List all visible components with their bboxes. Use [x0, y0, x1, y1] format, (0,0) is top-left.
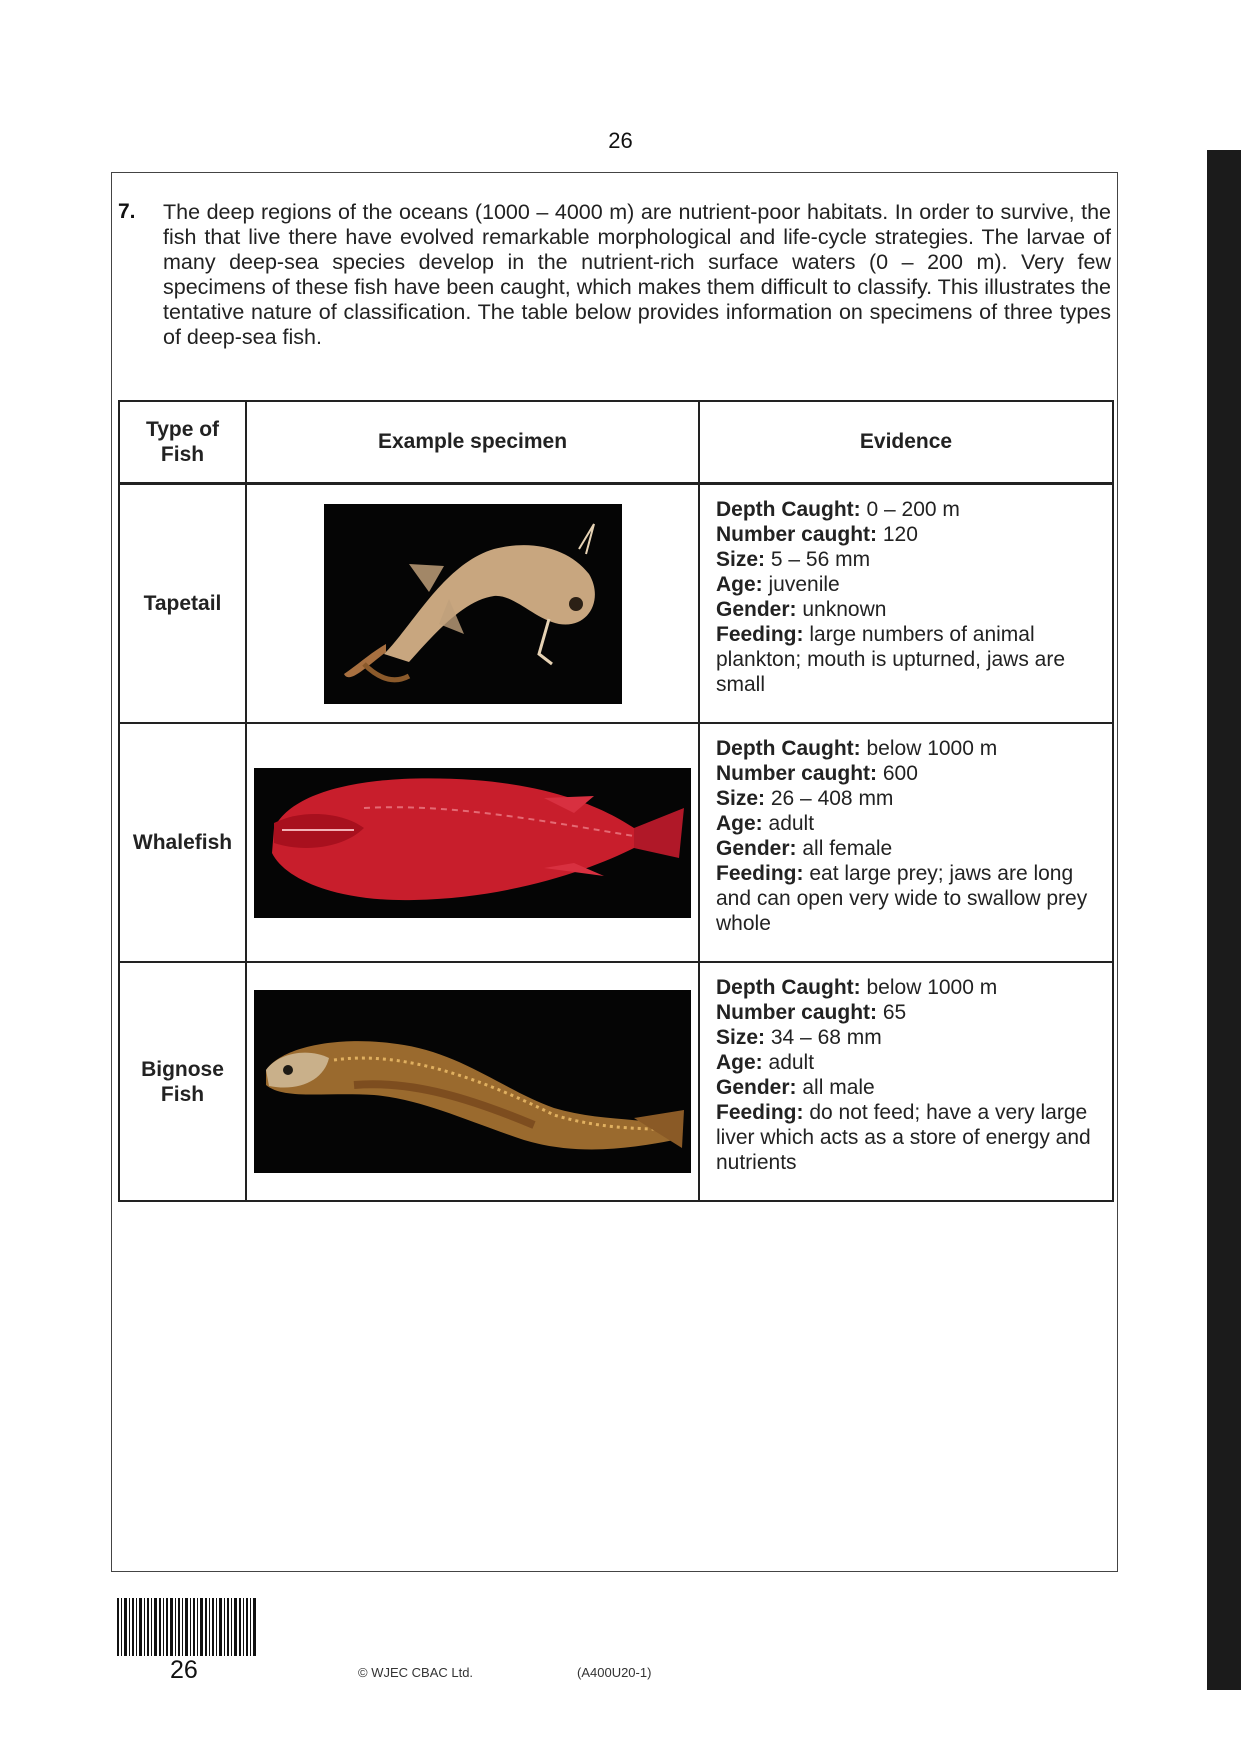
evidence-cell [699, 723, 1113, 962]
evidence-size: Size: 5 – 56 mm [716, 548, 871, 571]
evidence-depth: Depth Caught: 0 – 200 m [716, 498, 960, 521]
evidence-cell [699, 484, 1113, 724]
evidence-age: Age: adult [716, 1051, 815, 1074]
paper-code: (A400U20-1) [577, 1665, 652, 1680]
evidence-depth: Depth Caught: below 1000 m [716, 976, 998, 999]
question-number: 7. [118, 200, 136, 223]
table-row [119, 723, 1113, 962]
evidence-number: Number caught: 65 [716, 1001, 907, 1024]
question-text: The deep regions of the oceans (1000 – 4000 m) are nutrient-poor habitats. In order to survive, the fish that live there have evolved remarkable morphological and life-cycle strategies. The larvae of many deep-sea species develop in the nutrient-rich surface waters (0 – 200 m). Very few specimens of these fish have been caught, which makes them difficult to classify. This illustrates the tentative nature of classification. The table below provides information on specimens of three types of deep-sea fish. [163, 200, 1111, 349]
bignose-photo [254, 990, 691, 1173]
fish-type: Tapetail [119, 484, 246, 724]
evidence-feeding: Feeding: large numbers of animal plankton; mouth is upturned, jaws are small [716, 623, 1066, 696]
evidence-age: Age: adult [716, 812, 815, 835]
tapetail-photo [324, 504, 622, 704]
header-type: Type of Fish [119, 401, 246, 484]
bignose-fish-image [254, 990, 691, 1173]
evidence-gender: Gender: all female [716, 837, 893, 860]
evidence-gender: Gender: all male [716, 1076, 875, 1099]
evidence-feeding: Feeding: do not feed; have a very large liver which acts as a store of energy and nutrients [716, 1101, 1091, 1174]
header-specimen: Example specimen [246, 401, 699, 484]
evidence-age: Age: juvenile [716, 573, 840, 596]
fish-type: Whalefish [119, 723, 246, 962]
fish-table [118, 400, 1114, 1202]
specimen-cell [246, 962, 699, 1201]
evidence-number: Number caught: 120 [716, 523, 918, 546]
page-number: 26 [608, 128, 633, 153]
tapetail-fish-image [324, 504, 622, 704]
evidence-depth: Depth Caught: below 1000 m [716, 737, 998, 760]
margin-bar [1207, 150, 1241, 1690]
header-evidence: Evidence [699, 401, 1113, 484]
table-row [119, 484, 1113, 724]
fish-type: Bignose Fish [119, 962, 246, 1201]
footer-page-number: 26 [170, 1656, 198, 1684]
specimen-cell [246, 723, 699, 962]
table-row [119, 962, 1113, 1201]
copyright: © WJEC CBAC Ltd. [358, 1665, 474, 1680]
barcode [117, 1598, 257, 1656]
table-header-row [119, 401, 1113, 484]
whalefish-photo [254, 768, 691, 918]
evidence-feeding: Feeding: eat large prey; jaws are long and can open very wide to swallow prey whole [716, 862, 1088, 935]
specimen-cell [246, 484, 699, 724]
whalefish-fish-image [254, 768, 691, 918]
evidence-gender: Gender: unknown [716, 598, 887, 621]
evidence-number: Number caught: 600 [716, 762, 918, 785]
evidence-size: Size: 26 – 408 mm [716, 787, 894, 810]
evidence-size: Size: 34 – 68 mm [716, 1026, 882, 1049]
evidence-cell [699, 962, 1113, 1201]
